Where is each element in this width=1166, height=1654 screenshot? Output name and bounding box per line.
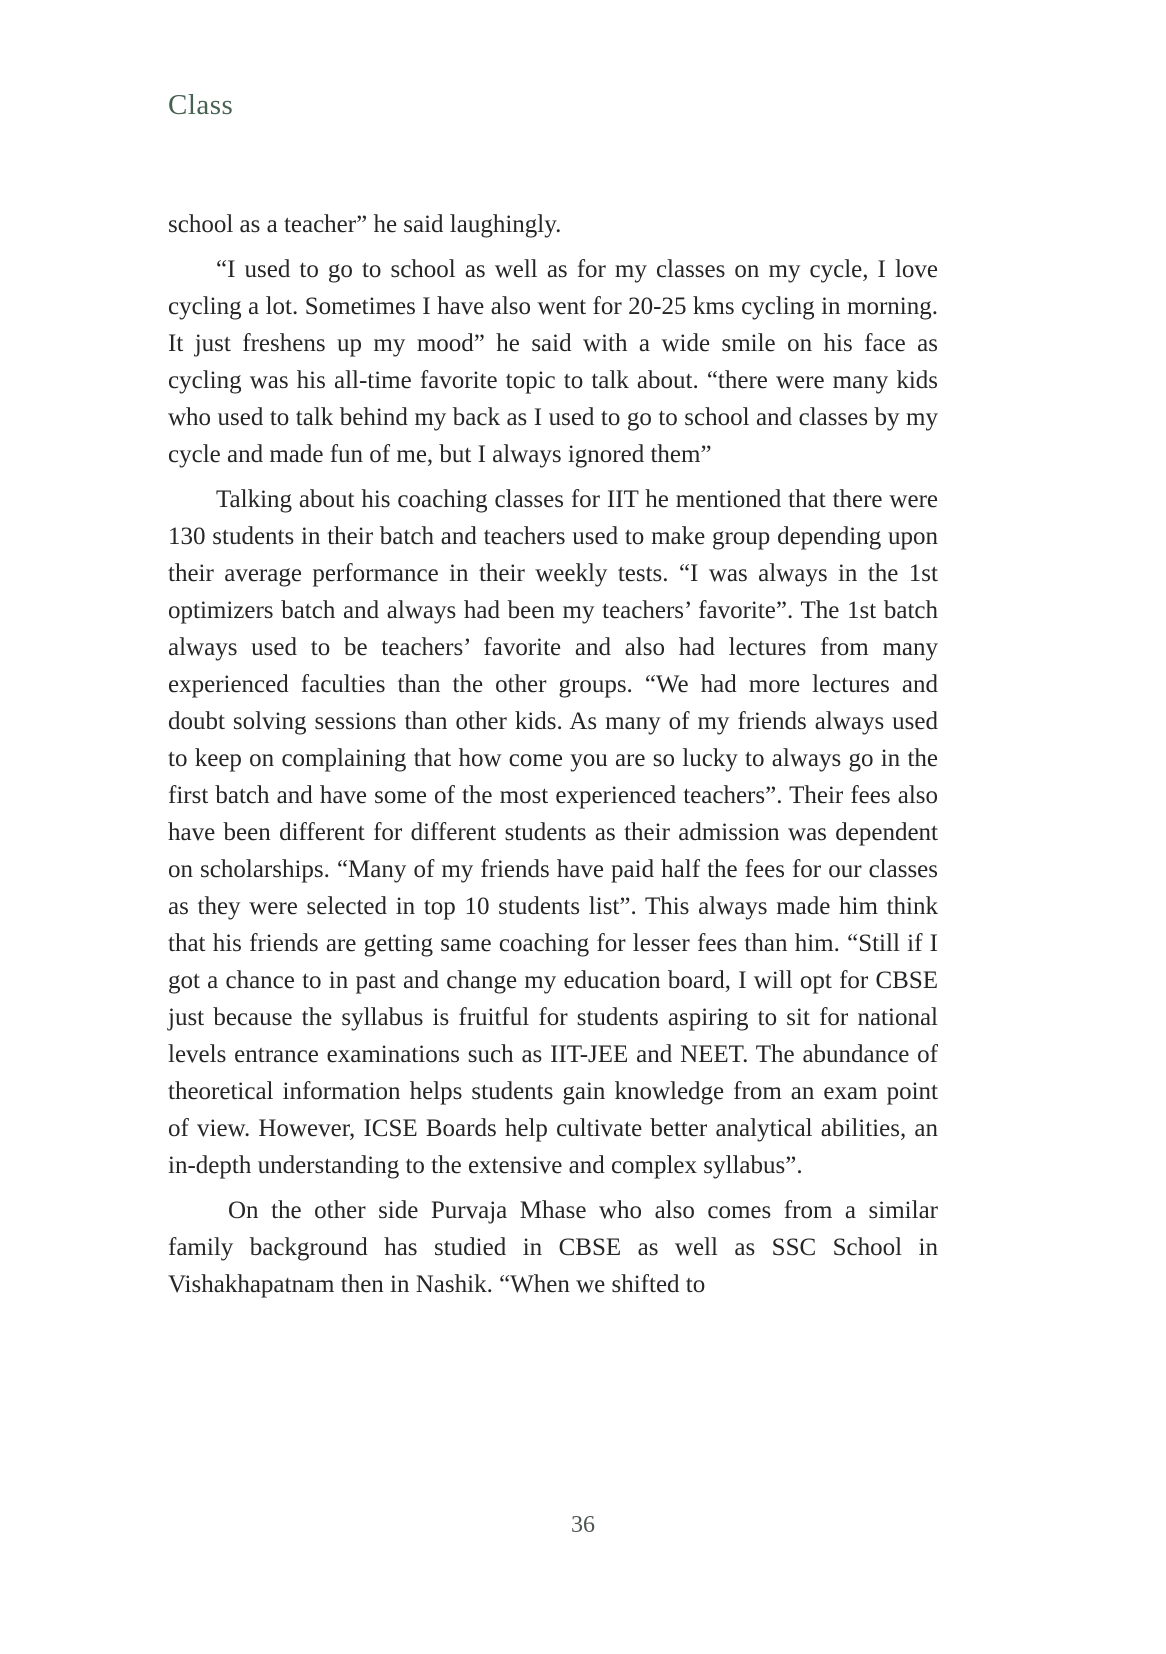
page-number: 36 (571, 1512, 595, 1538)
paragraph: On the other side Purvaja Mhase who also comes from a similar family background has studied in CBSE as well as SSC School in Vishakhapatnam then in Nashik. “When we shifted to (168, 1197, 938, 1298)
running-header: Class (168, 89, 234, 121)
paragraph: Talking about his coaching classes for IIT he mentioned that there were 130 students in their batch and teachers used to make group depending upon their average performance in their weekly tests. “I was always in the 1st optimizers batch and always had been my teachers’ favorite”. The 1st batch always used to be teachers’ favorite and also had lectures from many experienced faculties than the other groups. “We had more lectures and doubt solving sessions than other kids. As many of my friends always used to keep on complaining that how come you are so lucky to always go in the first batch and have some of the most experienced teachers”. Their fees also have been different for different students as their admission was dependent on scholarships. “Many of my friends have paid half the fees for our classes as they were selected in top 10 students list”. This always made him think that his friends are getting same coaching for lesser fees than him. “Still if I got a chance to in past and change my education board, I will opt for CBSE just because the syllabus is fruitful for students aspiring to sit for national levels entrance examinations such as IIT-JEE and NEET. The abundance of theoretical information helps students gain knowledge from an exam point of view. However, ICSE Boards help cultivate better analytical abilities, an in-depth understanding to the extensive and complex syllabus”. (168, 486, 938, 1179)
paragraph: “I used to go to school as well as for my classes on my cycle, I love cycling a lot. Sometimes I have also went for 20-25 kms cycling in morning. It just freshens up my mood” he said with a wide smile on his face as cycling was his all-time favorite topic to talk about. “there were many kids who used to talk behind my back as I used to go to school and classes by my cycle and made fun of me, but I always ignored them” (168, 256, 938, 468)
paragraph-continuation: school as a teacher” he said laughingly. (168, 211, 562, 238)
body-text (168, 206, 938, 1311)
